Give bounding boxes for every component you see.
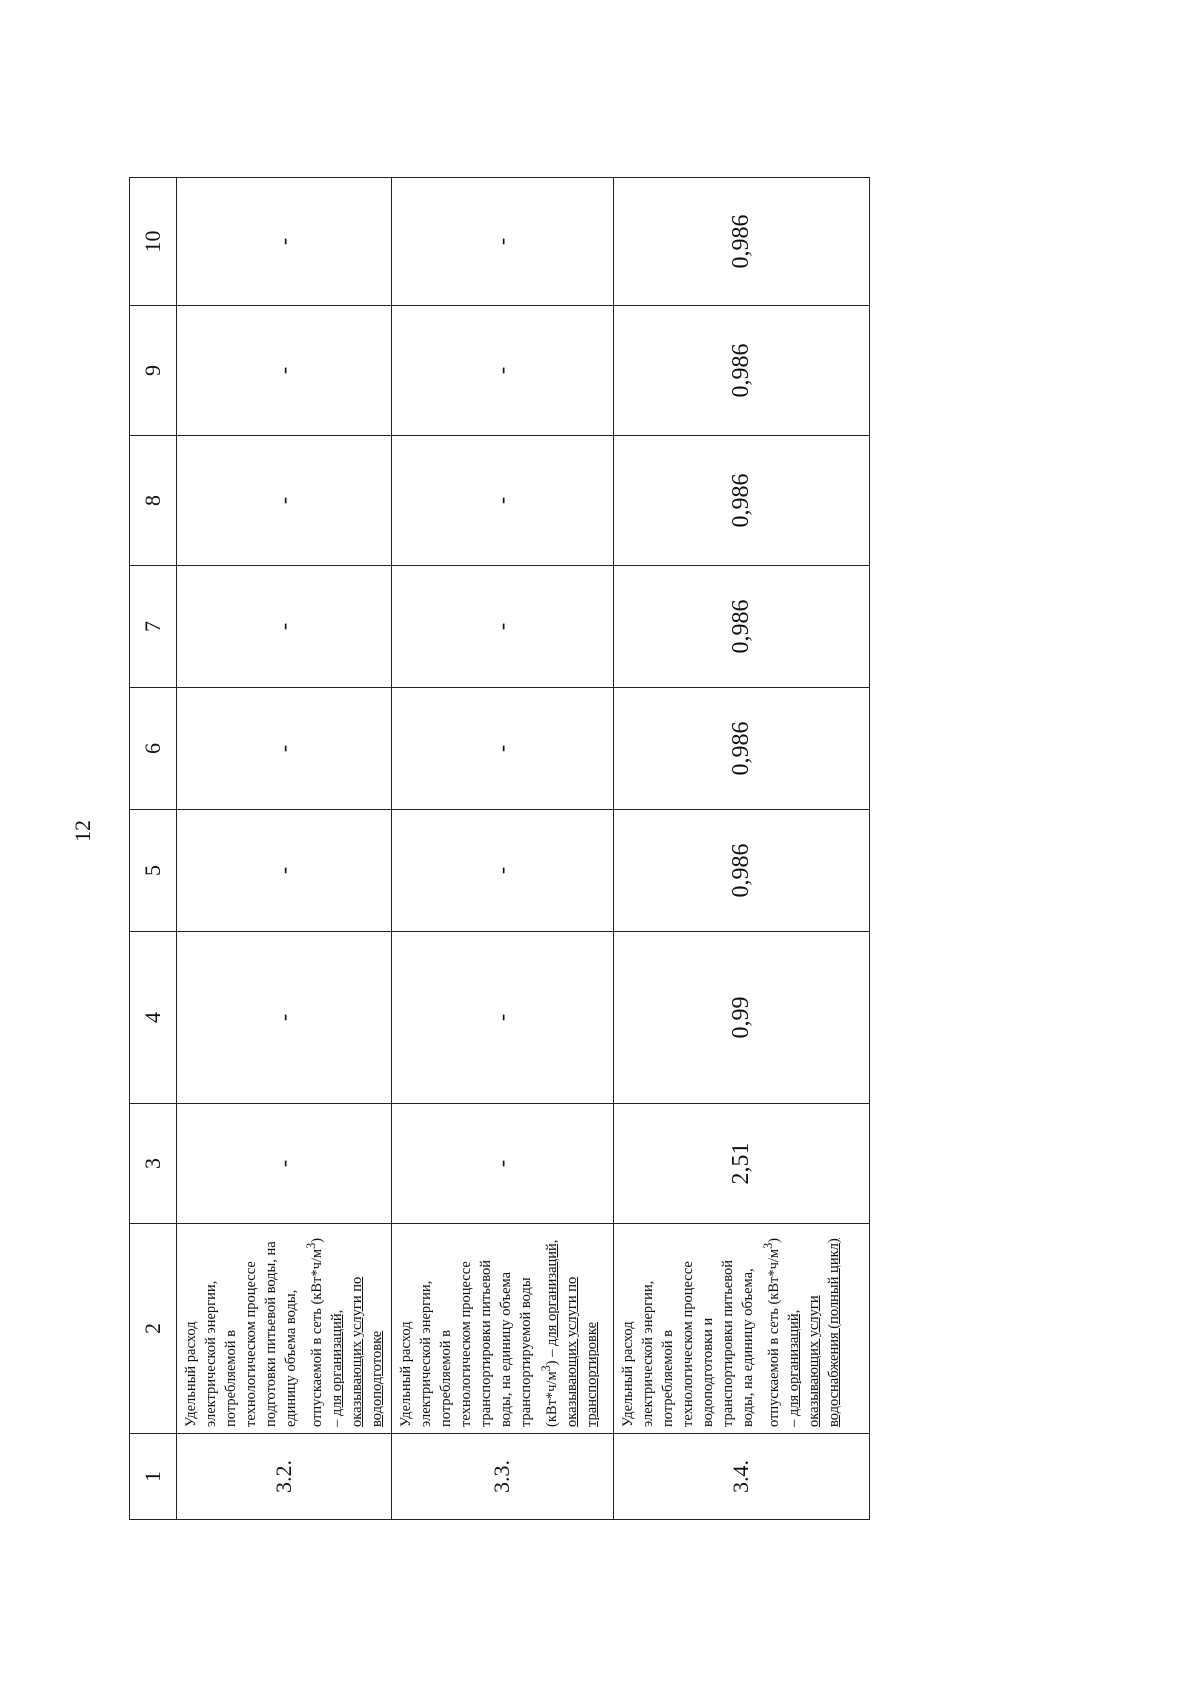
table-cell: -	[391, 306, 613, 436]
table-cell: -	[177, 178, 392, 306]
column-header: 1	[130, 1434, 177, 1520]
description-underlined: для организаций, оказывающих услуги по водоподготовке	[328, 1276, 385, 1427]
row-description	[391, 1224, 613, 1434]
table-cell: 0,986	[613, 688, 869, 810]
column-header: 10	[130, 178, 177, 306]
column-header: 7	[130, 566, 177, 688]
row-number: 3.2.	[177, 1434, 392, 1520]
table-cell: 0,986	[613, 306, 869, 436]
table-cell: -	[391, 810, 613, 932]
description-underlined: для организаций, оказывающих услуги водоснабжения (полный цикл)	[785, 1238, 842, 1427]
table-cell: 2,51	[613, 1104, 869, 1224]
column-header: 3	[130, 1104, 177, 1224]
table-cell: -	[391, 566, 613, 688]
column-header: 8	[130, 436, 177, 566]
table-cell: -	[177, 932, 392, 1104]
table-cell: 0,986	[613, 178, 869, 306]
table-row	[177, 178, 392, 1520]
table-cell: -	[177, 306, 392, 436]
superscript: 3	[538, 1365, 553, 1372]
table-cell: -	[177, 810, 392, 932]
column-header: 2	[130, 1224, 177, 1434]
table-cell: 0,99	[613, 932, 869, 1104]
table-cell: -	[391, 178, 613, 306]
table-cell: -	[391, 1104, 613, 1224]
table-cell: -	[391, 436, 613, 566]
description-underlined: для организаций, оказывающих услуги по транспортировке	[543, 1239, 600, 1427]
table-cell: 0,986	[613, 436, 869, 566]
description-text: Удельный расход электрической энергии, потребляемой в технологическом процессе транспортировки питьевой воды, на единицу объема транспортируемой воды (кВт*ч/м	[397, 1260, 560, 1427]
row-number: 3.3.	[391, 1434, 613, 1520]
table-cell: -	[177, 566, 392, 688]
table-cell: -	[177, 1104, 392, 1224]
column-header: 6	[130, 688, 177, 810]
table-cell: -	[177, 688, 392, 810]
table-row	[613, 178, 869, 1520]
superscript: 3	[760, 1242, 775, 1249]
superscript: 3	[304, 1242, 318, 1249]
row-description	[177, 1224, 392, 1434]
indicator-table	[129, 177, 870, 1520]
table-cell: -	[391, 932, 613, 1104]
row-number: 3.4.	[613, 1434, 869, 1520]
description-text-tail: ) –	[543, 1349, 560, 1366]
column-header: 4	[130, 932, 177, 1104]
table-cell: -	[391, 688, 613, 810]
column-header: 5	[130, 810, 177, 932]
table-cell: 0,986	[613, 566, 869, 688]
table-cell: 0,986	[613, 810, 869, 932]
description-text-tail: ) –	[308, 1238, 345, 1427]
page-number: 12	[70, 820, 95, 842]
table-row	[391, 178, 613, 1520]
description-text: Удельный расход электрической энергии, потребляемой в технологическом процессе водоподготовки и транспортировки питьевой воды, на единицу объема, отпускаемой в сеть (кВт*ч/м	[619, 1248, 782, 1427]
table-cell: -	[177, 436, 392, 566]
indicator-table-wrapper	[129, 178, 855, 1520]
header-row	[130, 178, 177, 1520]
description-text-tail: ) –	[765, 1238, 802, 1427]
description-text: Удельный расход электрической энергии, потребляемой в технологическом процессе подготовки питьевой воды, на единицу объема воды, отпускаемой в сеть (кВт*ч/м	[183, 1241, 325, 1427]
row-description	[613, 1224, 869, 1434]
column-header: 9	[130, 306, 177, 436]
